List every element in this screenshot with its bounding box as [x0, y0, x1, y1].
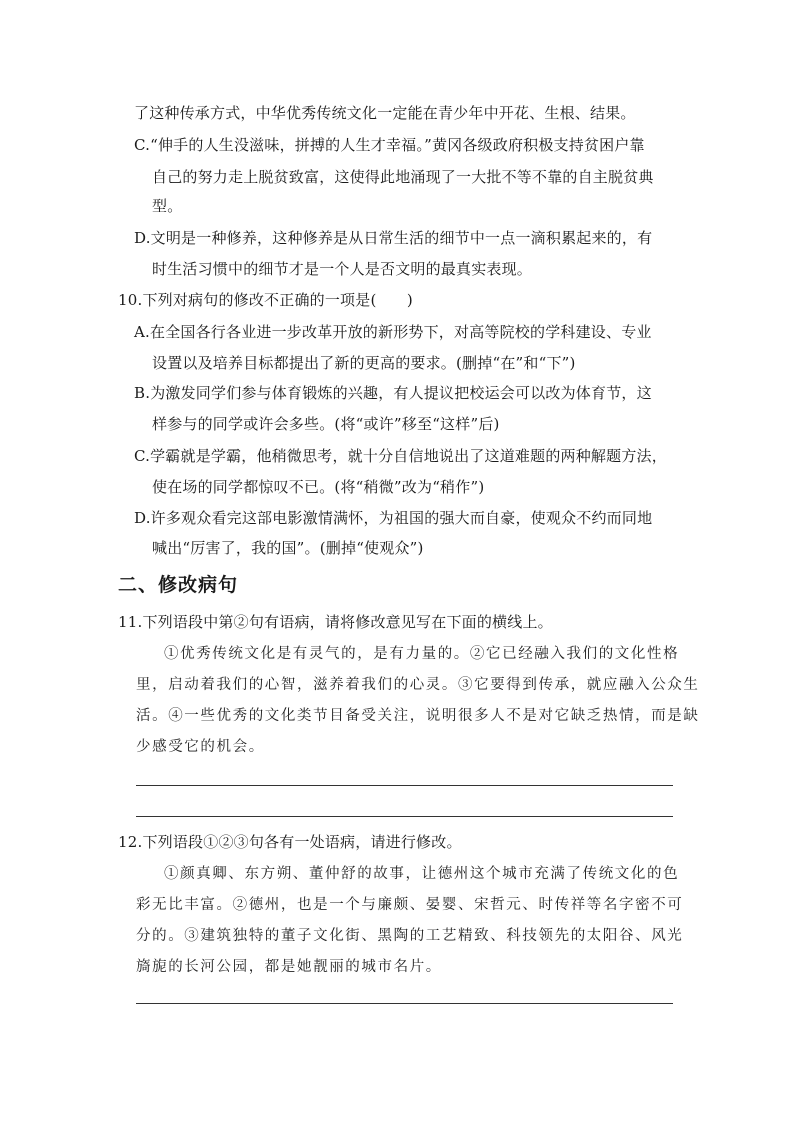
answer-line[interactable]	[136, 816, 673, 817]
q10-option-b-line-2: 样参与的同学或许会多些。(将“或许”移至“这样”后)	[152, 415, 500, 433]
q11-passage-line-2: 里，启动着我们的心智，滋养着我们的心灵。③它要得到传承，就应融入公众生	[136, 677, 700, 693]
option-c-line-1: C.“伸手的人生没滋味，拼搏的人生才幸福。”黄冈各级政府积极支持贫困户靠	[134, 136, 645, 154]
answer-line[interactable]	[136, 1003, 673, 1004]
answer-line[interactable]	[136, 785, 673, 786]
q10-option-a-line-1: A.在全国各行各业进一步改革开放的新形势下，对高等院校的学科建设、专业	[134, 323, 652, 341]
q10-option-c-line-2: 使在场的同学都惊叹不已。(将“稍微”改为“稍作”)	[152, 478, 485, 496]
option-c-line-3: 型。	[152, 197, 183, 215]
question-12-stem: 12.下列语段①②③句各有一处语病，请进行修改。	[118, 833, 462, 851]
q12-passage-line-4: 旖旎的长河公园，都是她靓丽的城市名片。	[136, 959, 442, 975]
q10-option-d-line-1: D.许多观众看完这部电影激情满怀，为祖国的强大而自豪，使观众不约而同地	[134, 509, 653, 527]
q10-option-c-line-1: C.学霸就是学霸，他稍微思考，就十分自信地说出了这道难题的两种解题方法，	[134, 447, 667, 465]
q10-option-a-line-2: 设置以及培养目标都提出了新的更高的要求。(删掉“在”和“下”)	[152, 354, 576, 372]
q10-option-b-line-1: B.为激发同学们参与体育锻炼的兴趣，有人提议把校运会可以改为体育节，这	[134, 384, 652, 402]
option-d-line-1: D.文明是一种修养，这种修养是从日常生活的细节中一点一滴积累起来的，有	[134, 229, 653, 247]
q12-passage-line-2: 彩无比丰富。②德州，也是一个与廉颇、晏婴、宋哲元、时传祥等名字密不可	[136, 897, 684, 913]
q12-passage-line-3: 分的。③建筑独特的董子文化街、黑陶的工艺精致、科技领先的太阳谷、风光	[136, 928, 684, 944]
q11-passage-line-1: ①优秀传统文化是有灵气的，是有力量的。②它已经融入我们的文化性格	[164, 646, 680, 662]
text-line: 了这种传承方式，中华优秀传统文化一定能在青少年中开花、生根、结果。	[134, 104, 636, 122]
q11-passage-line-3: 活。④一些优秀的文化类节目备受关注，说明很多人不是对它缺乏热情，而是缺	[136, 708, 700, 724]
q11-passage-line-4: 少感受它的机会。	[136, 739, 265, 755]
question-11-stem: 11.下列语段中第②句有语病，请将修改意见写在下面的横线上。	[118, 613, 553, 631]
option-c-line-2: 自己的努力走上脱贫致富，这使得此地涌现了一大批不等不靠的自主脱贫典	[152, 168, 654, 186]
q10-option-d-line-2: 喊出“厉害了，我的国”。(删掉“使观众”)	[152, 539, 424, 557]
option-d-line-2: 时生活习惯中的细节才是一个人是否文明的最真实表现。	[152, 260, 533, 278]
section-heading: 二、修改病句	[118, 574, 239, 596]
q12-passage-line-1: ①颜真卿、东方朔、董仲舒的故事，让德州这个城市充满了传统文化的色	[164, 866, 680, 882]
question-10-stem: 10.下列对病句的修改不正确的一项是( )	[118, 291, 413, 309]
